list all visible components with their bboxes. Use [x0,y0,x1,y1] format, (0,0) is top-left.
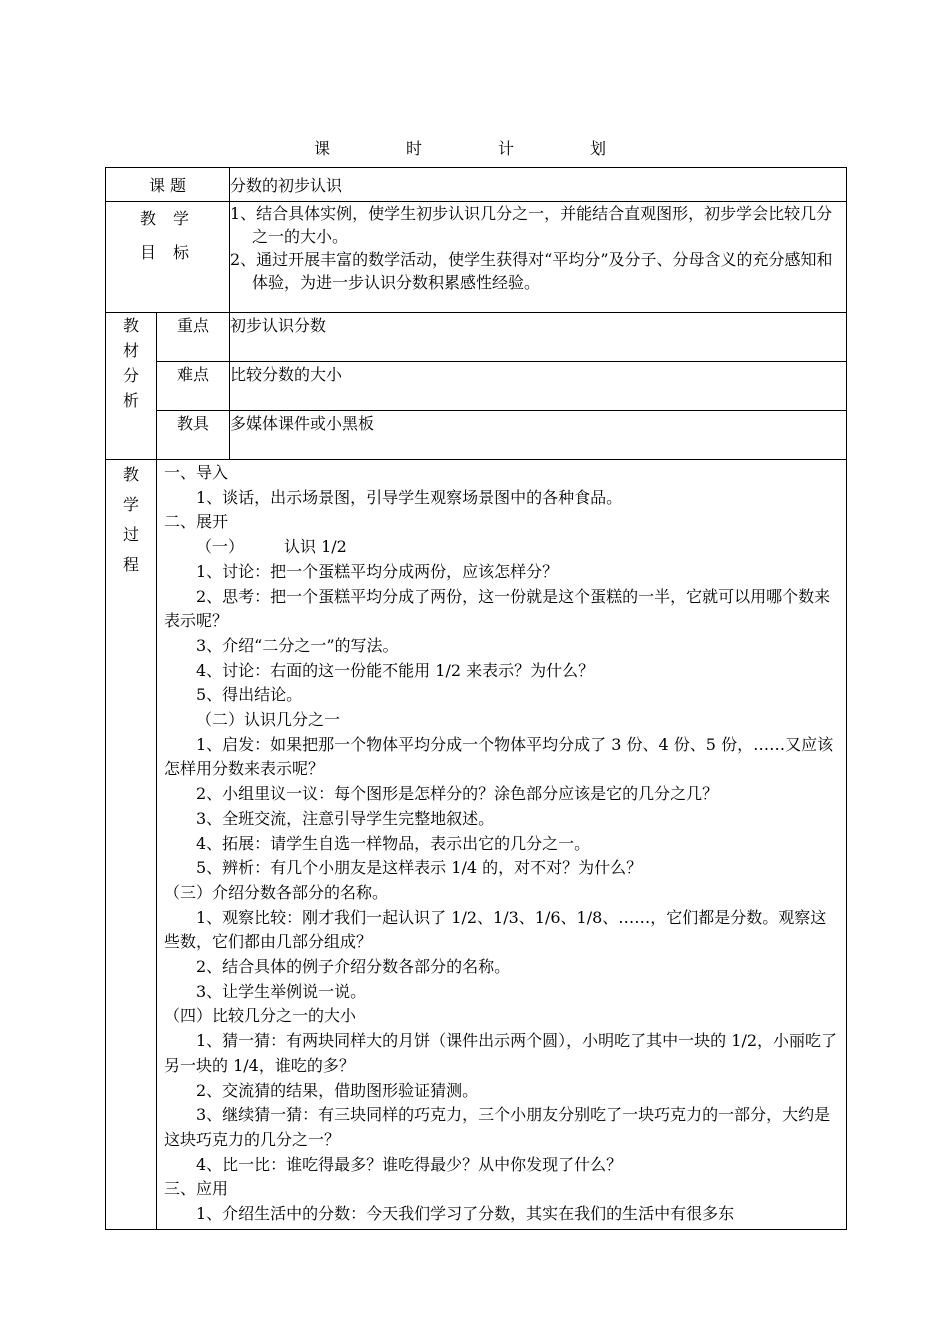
teaching-aids-value: 多媒体课件或小黑板 [230,411,847,460]
section-heading: 二、展开 [164,512,229,532]
process-line: 1、启发：如果把那一个物体平均分成一个物体平均分成了 3 份、4 份、5 份，……又应该怎样用分数来表示呢？ [164,734,834,779]
process-line: 5、辨析：有几个小朋友是这样表示 1/4 的，对不对？为什么？ [196,858,643,878]
process-label-char: 教 [122,465,139,484]
key-point-value: 初步认识分数 [230,313,847,362]
process-cell [157,460,847,1230]
process-content [157,460,846,1229]
topic-label: 课 题 [106,168,230,202]
section-heading: 一、导入 [164,463,229,482]
process-line: 1、观察比较：刚才我们一起认识了 1/2、1/3、1/6、1/8、……，它们都是分数。观察这些数，它们都由几部分组成？ [164,907,827,952]
goal-item: 1、结合具体实例，使学生初步认识几分之一，并能结合直观图形，初步学会比较几分之一的大小。 [230,204,833,246]
teaching-aids-label: 教具 [157,411,230,460]
analysis-label-char: 析 [122,391,139,410]
process-line: 4、讨论：右面的这一份能不能用 1/2 来表示？为什么？ [196,660,595,680]
process-label-char: 学 [122,495,139,514]
subsection-heading: （一） 认识 1/2 [196,537,347,557]
difficulty-value: 比较分数的大小 [230,362,847,411]
process-line: 1、谈话，出示场景图，引导学生观察场景图中的各种食品。 [196,487,623,507]
process-label-char: 过 [122,525,139,544]
goals-label-line1: 教 学 [139,209,196,228]
process-line: 3、全班交流，注意引导学生完整地叙述。 [196,808,495,828]
process-label [106,460,157,1230]
key-point-label: 重点 [157,313,230,362]
difficulty-label: 难点 [157,362,230,411]
process-line: 2、小组里议一议：每个图形是怎样分的？涂色部分应该是它的几分之几？ [196,784,719,804]
section-heading: 三、应用 [164,1179,229,1199]
page-title: 课 时 计 划 [313,139,636,158]
analysis-label-char: 材 [122,341,139,360]
subsection-heading: （三）介绍分数各部分的名称。 [164,882,389,902]
process-label-char: 程 [122,555,139,574]
process-line: 2、思考：把一个蛋糕平均分成了两份，这一份就是这个蛋糕的一半，它就可以用哪个数来表示呢？ [164,586,831,631]
process-line: 3、继续猜一猜：有三块同样的巧克力，三个小朋友分别吃了一块巧克力的一部分，大约是这块巧克力的几分之一？ [164,1105,831,1149]
process-line: 4、拓展：请学生自选一样物品，表示出它的几分之一。 [196,833,591,853]
process-line: 2、交流猜的结果，借助图形验证猜测。 [196,1080,479,1100]
subsection-heading: （四）比较几分之一的大小 [164,1006,357,1026]
goals-content [230,202,847,313]
goal-item: 2、通过开展丰富的数学活动，使学生获得对“平均分”及分子、分母含义的充分感知和体验，为进一步认识分数积累感性经验。 [230,250,833,292]
process-line: 1、讨论：把一个蛋糕平均分成两份，应该怎样分？ [196,561,559,581]
topic-row [106,168,847,202]
analysis-row [106,362,847,411]
goals-label-line2: 目 标 [139,243,196,262]
goals-row [106,202,847,313]
analysis-label-char: 教 [122,316,139,335]
process-line: 1、介绍生活中的分数：今天我们学习了分数，其实在我们的生活中有很多东 [196,1204,735,1224]
analysis-label-char: 分 [122,366,139,385]
process-line: 3、让学生举例说一说。 [196,981,367,1001]
process-line: 1、猜一猜：有两块同样大的月饼（课件出示两个圆），小明吃了其中一块的 1/2，小丽吃了另一块的 1/4，谁吃的多？ [164,1031,838,1075]
analysis-label [106,313,157,460]
process-line: 3、介绍“二分之一”的写法。 [196,635,399,655]
topic-value: 分数的初步认识 [230,168,847,202]
analysis-row [106,411,847,460]
process-line: 4、比一比：谁吃得最多？谁吃得最少？从中你发现了什么？ [196,1154,623,1174]
lesson-plan-table [105,167,847,1230]
goals-label [106,202,230,313]
subsection-heading: （二）认识几分之一 [196,710,341,730]
process-row [106,460,847,1230]
analysis-row [106,313,847,362]
process-line: 5、得出结论。 [196,685,303,705]
process-line: 2、结合具体的例子介绍分数各部分的名称。 [196,957,511,977]
